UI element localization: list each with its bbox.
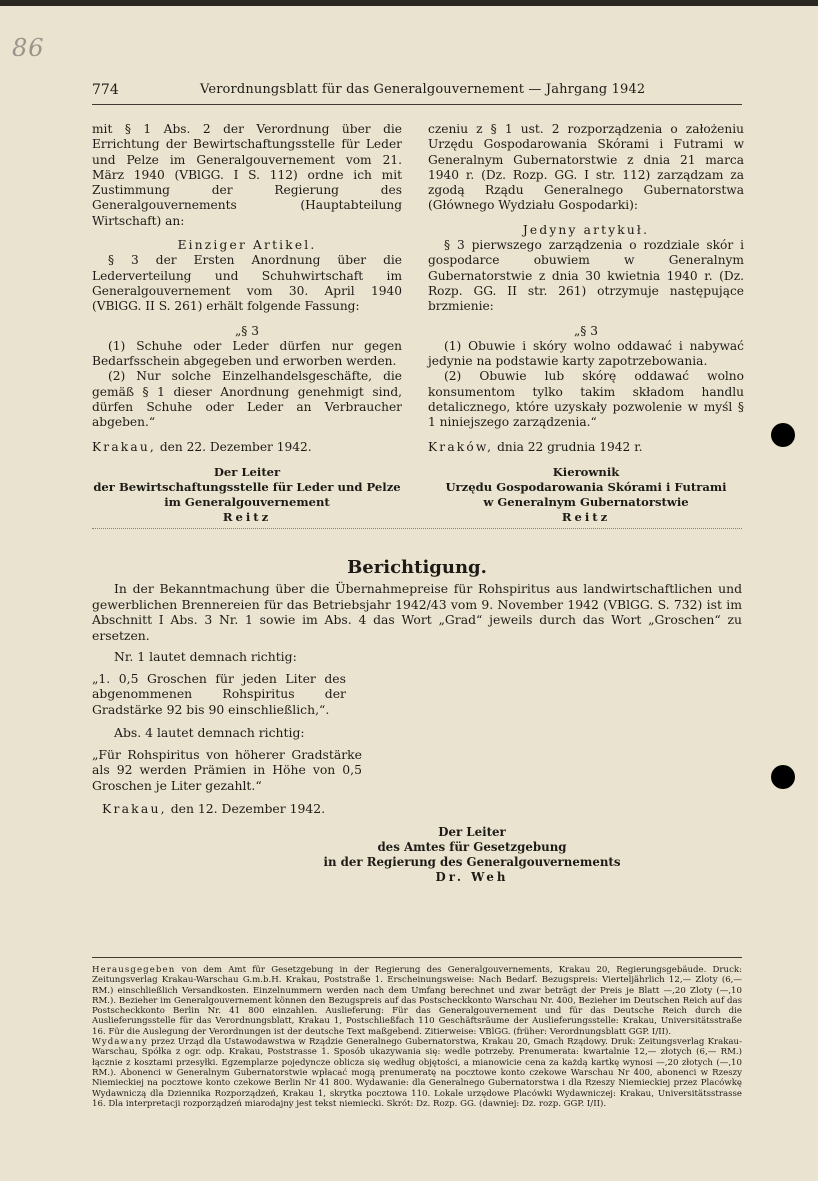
sig-line-2: der Bewirtschaftungsstelle für Leder und Pelze <box>93 479 401 494</box>
berichtigung-dateline <box>92 801 742 817</box>
german-dateline <box>92 440 402 455</box>
sig-line-3: im Generalgouvernement <box>164 494 330 509</box>
german-article-text: § 3 der Ersten Anordnung über die Lederverteilung und Schuhwirtschaft im Generalgouvernement vom 30. April 1940 (VBlGG. II S. 261) erhält folgende Fassung: <box>92 253 402 314</box>
punch-hole-lower <box>771 765 795 789</box>
german-intro: mit § 1 Abs. 2 der Verordnung über die Errichtung der Bewirtschaftungsstelle für Leder und Pelze im Generalgouvernement vom 21. März 1940 (VBlGG. I S. 112) ordne ich mit Zustimmung der Regierung des Generalgouvernements (Hauptabteilung Wirtschaft) an: <box>92 122 402 228</box>
section-separator <box>92 528 742 529</box>
sig-line-2: des Amtes für Gesetzgebung <box>377 839 567 854</box>
pencil-page-mark: 86 <box>12 34 45 62</box>
german-article-heading: Einziger Artikel. <box>177 238 317 253</box>
polish-column <box>428 122 744 525</box>
imprint <box>92 965 742 1109</box>
berichtigung-title: Berichtigung. <box>347 557 487 578</box>
abs4-intro: Abs. 4 lautet demnach richtig: <box>114 725 305 740</box>
polish-intro: czeniu z § 1 ust. 2 rozporządzenia o założeniu Urzędu Gospodarowania Skórami i Futrami w Generalnym Gubernatorstwie z dnia 21 marca 1940 r. (Dz. Rozp. GG. I str. 112) zarządzam za zgodą Rządu Generalnego Gubernatorstwa (Głównego Wydziału Gospodarki): <box>428 122 744 213</box>
running-header <box>92 82 742 102</box>
imprint-polish <box>92 1037 742 1109</box>
polish-section-mark: „§ 3 <box>573 323 599 338</box>
polish-article-heading: Jedyny artykuł. <box>522 222 650 237</box>
header-rule <box>92 104 742 105</box>
journal-title: Verordnungsblatt für das Generalgouvernement — Jahrgang 1942 <box>200 82 646 97</box>
abs4-quote: „Für Rohspiritus von höherer Gradstärke als 92 werden Prämien in Höhe von 0,5 Groschen je Liter gezahlt.“ <box>92 746 362 793</box>
polish-item-1: (1) Obuwie i skóry wolno oddawać i nabywać jedynie na podstawie karty zapotrzebowania. <box>428 338 744 369</box>
polish-article-text: § 3 pierwszego zarządzenia o rozdziale skór i gospodarce obuwiem w Generalnym Gubernatorstwie z dnia 30 kwietnia 1940 r. (Dz. Rozp. GG. II str. 261) otrzymuje następujące brzmienie: <box>428 238 744 314</box>
sig-name: Reitz <box>561 509 611 524</box>
imprint-polish-text: przez Urząd dla Ustawodawstwa w Rządzie Generalnego Gubernatorstwa, Krakau 20, Gmach Rządowy. Druk: Zeitungsverlag Krakau-Warschau, Spółka z ogr. odp. Krakau, Poststrasse 1. Sposób ukazywania się: wedle potrzeby. Prenumerata: kwartalnie 12,— złotych (6,— RM.) łącznie z kosztami przesyłki. Egzemplarze pojedyncze oblicza się według objętości, a mianowicie cena za każdą kartkę wynosi —,20 złotych (—,10 RM.). Abonenci w Generalnym Gubernatorstwie wpłacać mogą prenumeratę na pocztowe konto czekowe Warschau Nr 400, abonenci w Rzeszy Niemieckiej na pocztowe konto czekowe Berlin Nr 41 800. Wydawanie: dla Generalnego Gubernatorstwa i dla Rzeszy Niemieckiej przez Placówkę Wydawniczą dla Dziennika Rozporządzeń, Krakau 1, skrytka pocztowa 110. Lokale urzędowe Placówki Wydawniczej: Krakau, Universitätsstrasse 16. Dla interpretacji rozporządzeń miarodajny jest tekst niemiecki. Skrót: Dz. Rozp. GG. (dawniej: Dz. rozp. GGP. I/II). <box>92 1037 742 1109</box>
imprint-german <box>92 965 742 1037</box>
german-item-2: (2) Nur solche Einzelhandelsgeschäfte, die gemäß § 1 dieser Anordnung genehmigt sind, dürfen Schuhe oder Leder an Verbraucher abgeben.“ <box>92 369 402 430</box>
page-top-edge <box>0 0 818 6</box>
imprint-german-text: von dem Amt für Gesetzgebung in der Regierung des Generalgouvernements, Krakau 20, Regierungsgebäude. Druck: Zeitungsverlag Krakau-Warschau G.m.b.H. Krakau, Poststraße 1. Erscheinungsweise: Nach Bedarf. Bezugspreis: Vierteljährlich 12,— Zloty (6,— RM.) einschließlich Versandkosten. Einzelnummern werden nach dem Umfang berechnet und zwar beträgt der Preis je Blatt —,20 Zloty (—,10 RM.). Bezieher im Generalgouvernement können den Bezugspreis auf das Postscheckkonto Warschau Nr. 400, Bezieher im Deutschen Reich auf das Postscheckkonto Berlin Nr. 41 800 einzahlen. Auslieferung: Für das Generalgouvernement und für das Deutsche Reich durch die Auslieferungsstelle für das Verordnungsblatt, Krakau 1, Postschließfach 110 Geschäftsräume der Auslieferungsstelle: Krakau, Universitätsstraße 16. Für die Auslegung der Verordnungen ist der deutsche Text maßgebend. Zitierweise: VBlGG. (früher: Verordnungsblatt GGP. I/II). <box>92 965 742 1037</box>
sig-line-1: Der Leiter <box>213 464 281 479</box>
german-signature <box>92 465 402 525</box>
sig-line-1: Der Leiter <box>438 824 506 839</box>
imprint-polish-lead: Wydawany <box>92 1037 148 1048</box>
sig-line-3: w Generalnym Gubernatorstwie <box>483 494 689 509</box>
sig-name: Reitz <box>222 509 272 524</box>
sig-name: Dr. Weh <box>435 869 509 884</box>
sig-line-3: in der Regierung des Generalgouvernements <box>323 854 621 869</box>
berichtigung-body <box>92 581 742 885</box>
page-number: 774 <box>92 82 119 98</box>
berichtigung-place: Krakau, <box>102 801 167 816</box>
berichtigung-signature <box>202 825 742 885</box>
polish-place: Kraków, <box>428 439 494 454</box>
punch-hole-upper <box>771 423 795 447</box>
german-date: den 22. Dezember 1942. <box>159 439 312 454</box>
imprint-german-lead: Herausgegeben <box>92 965 176 975</box>
nr1-intro: Nr. 1 lautet demnach richtig: <box>114 649 297 664</box>
german-place: Krakau, <box>92 439 156 454</box>
sig-line-2: Urzędu Gospodarowania Skórami i Futrami <box>445 479 727 494</box>
german-section-mark: „§ 3 <box>234 323 260 338</box>
german-item-1: (1) Schuhe oder Leder dürfen nur gegen Bedarfsschein abgegeben und erworben werden. <box>92 338 402 369</box>
imprint-rule <box>92 957 742 958</box>
berichtigung-text: In der Bekanntmachung über die Übernahmepreise für Rohspiritus aus landwirtschaftlichen und gewerblichen Brennereien für das Betriebsjahr 1942/43 vom 9. November 1942 (VBlGG. S. 732) ist im Abschnitt I Abs. 3 Nr. 1 sowie im Abs. 4 das Wort „Grad“ jeweils durch das Wort „Groschen“ zu ersetzen. <box>92 581 742 643</box>
polish-dateline <box>428 440 744 455</box>
polish-item-2: (2) Obuwie lub skórę oddawać wolno konsumentom tylko takim składom handlu detalicznego, które uzyskały pozwolenie w myśl § 1 niniejszego zarządzenia.“ <box>428 369 744 430</box>
polish-signature <box>428 465 744 525</box>
polish-date: dnia 22 grudnia 1942 r. <box>497 439 643 454</box>
berichtigung-date: den 12. Dezember 1942. <box>170 801 326 816</box>
german-column <box>92 122 402 525</box>
sig-line-1: Kierownik <box>552 464 620 479</box>
nr1-quote: „1. 0,5 Groschen für jeden Liter des abgenommenen Rohspiritus der Gradstärke 92 bis 90 einschließlich,“. <box>92 670 346 717</box>
